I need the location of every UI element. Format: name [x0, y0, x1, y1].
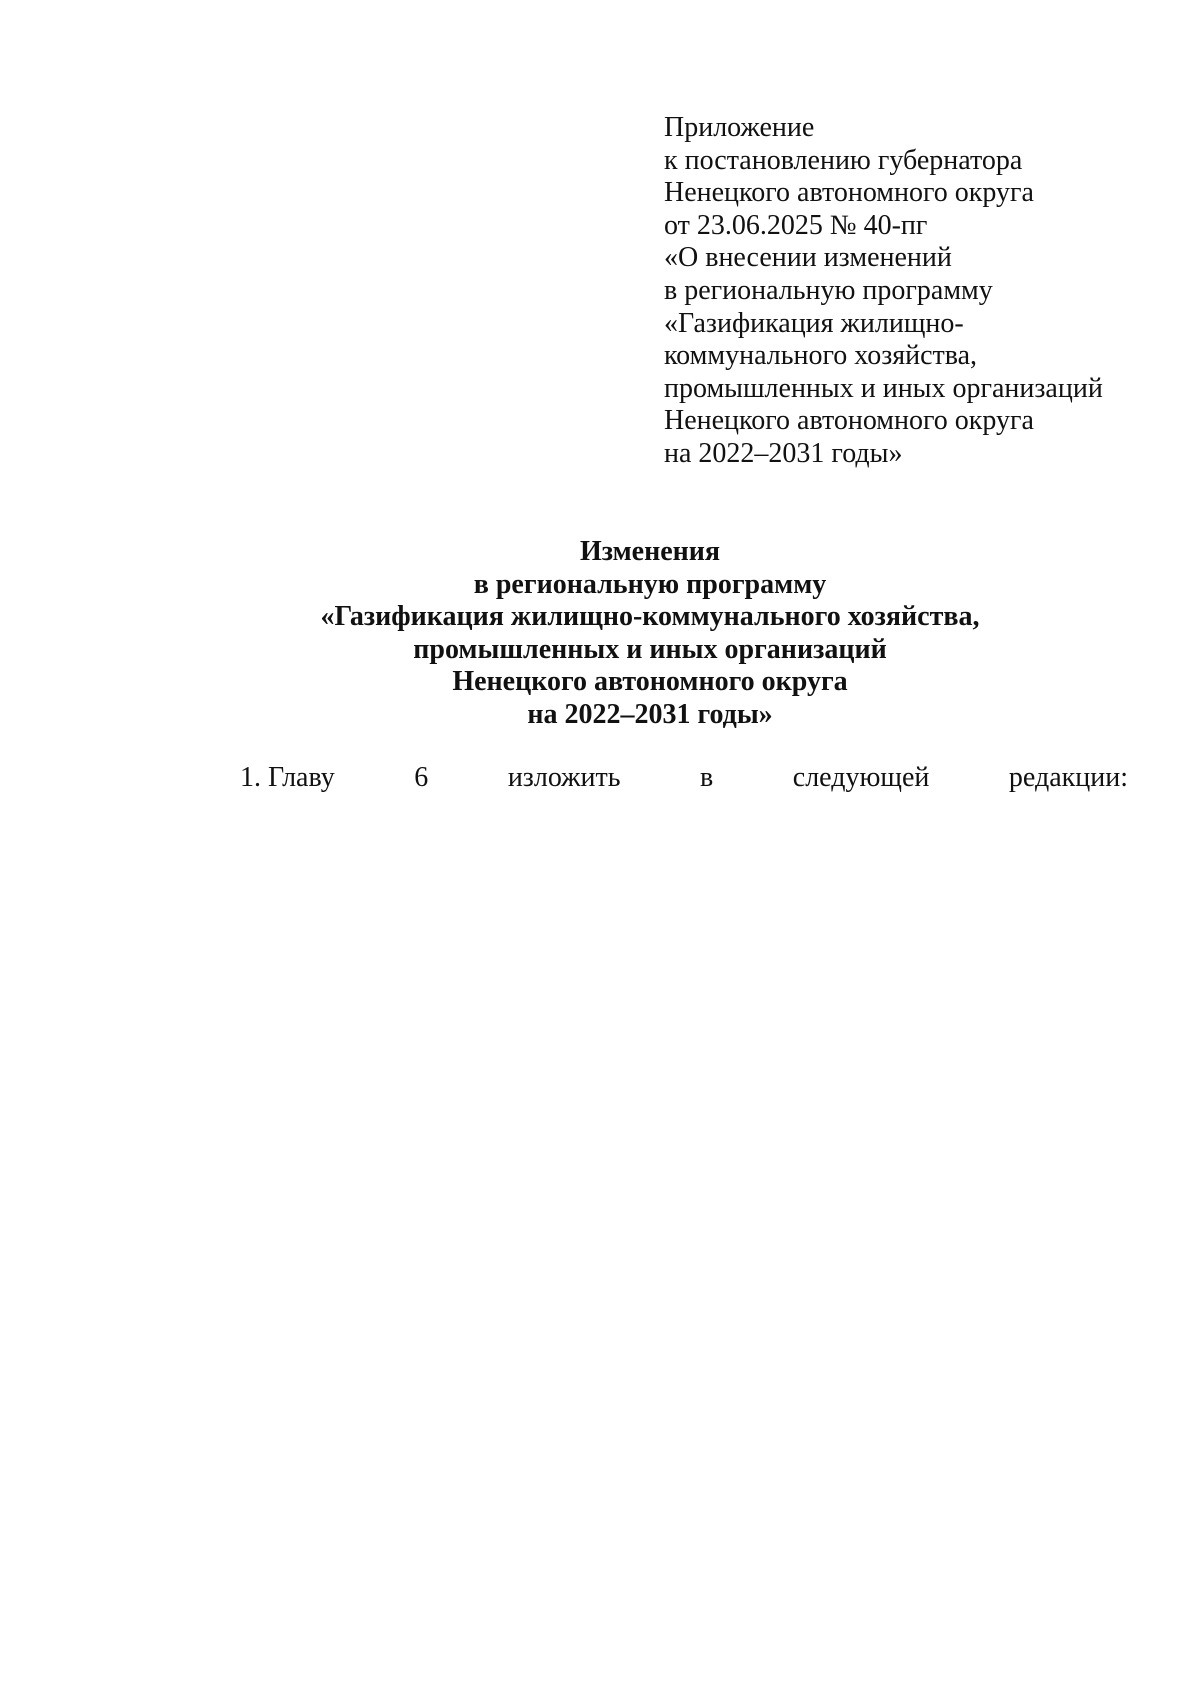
appendix-line: в региональную программу: [664, 274, 993, 306]
title-line: Изменения: [579, 536, 721, 567]
title-line: на 2022–2031 годы»: [527, 698, 773, 730]
body-paragraph: [240, 762, 1128, 794]
appendix-line: «Газификация жилищно-: [664, 307, 964, 339]
appendix-line: Приложение: [664, 112, 815, 143]
title-line: в региональную программу: [473, 568, 827, 600]
appendix-line: к постановлению губернатора: [664, 144, 1023, 176]
paragraph-word: редакции:: [1008, 762, 1128, 793]
appendix-line: на 2022–2031 годы»: [664, 437, 903, 469]
appendix-header: [664, 112, 1184, 471]
appendix-line: «О внесении изменений: [664, 242, 952, 274]
appendix-line: Ненецкого автономного округа: [664, 177, 1034, 209]
paragraph-word: следующей: [792, 762, 930, 793]
paragraph-word: в: [700, 762, 714, 793]
paragraph-word: 1. Главу: [240, 762, 335, 793]
title-line: промышленных и иных организаций: [413, 633, 887, 665]
appendix-line: Ненецкого автономного округа: [664, 405, 1034, 437]
title-line: «Газификация жилищно-коммунального хозяйства,: [320, 601, 980, 633]
paragraph-word: изложить: [507, 762, 621, 793]
document-title: [200, 536, 1100, 732]
appendix-line: от 23.06.2025 № 40-пг: [664, 209, 928, 241]
appendix-line: коммунального хозяйства,: [664, 340, 978, 372]
paragraph-word: 6: [414, 762, 429, 793]
appendix-line: промышленных и иных организаций: [664, 372, 1103, 404]
title-line: Ненецкого автономного округа: [452, 666, 848, 698]
